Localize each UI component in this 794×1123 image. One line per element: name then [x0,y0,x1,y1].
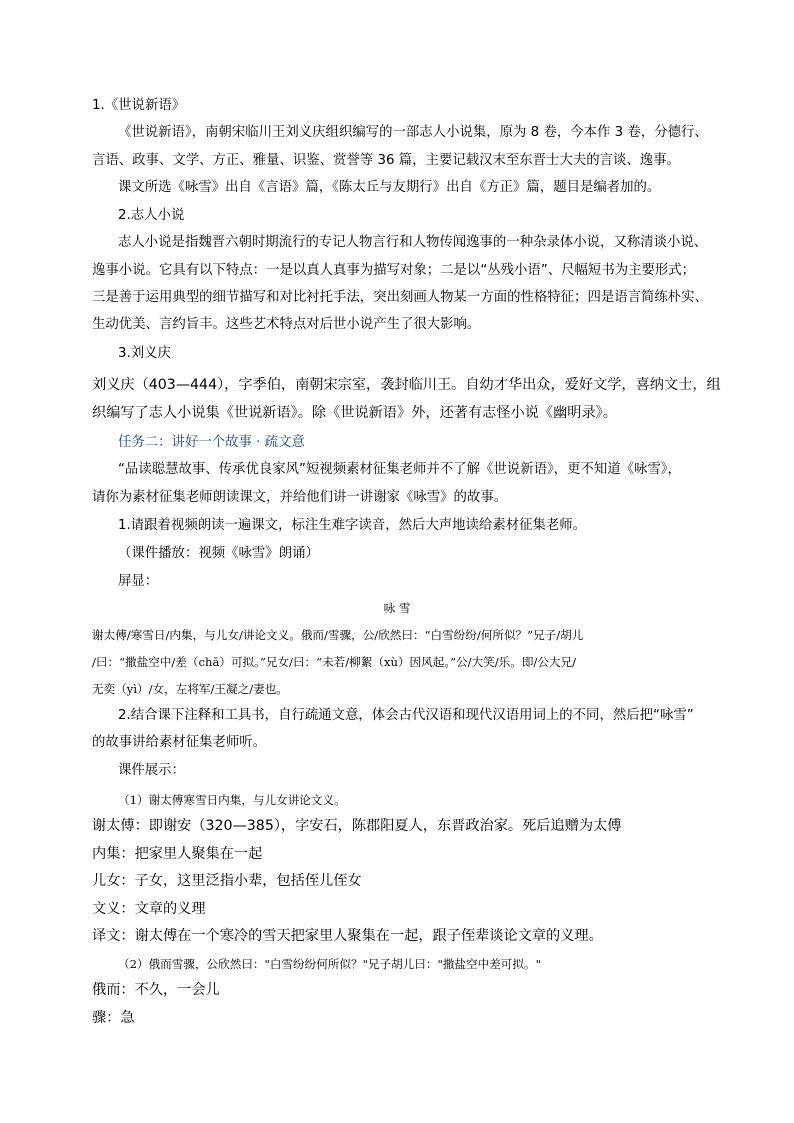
paragraph-line: 课文所选《咏雪》出自《言语》篇，《陈太丘与友期行》出自《方正》篇，题目是编者加的。 [118,180,661,195]
paragraph-line: 织编写了志人小说集《世说新语》。除《世说新语》外，还著有志怪小说《幽明录》。 [92,405,617,421]
poem-title: 咏 雪 [383,601,411,615]
paragraph-line: 刘义庆（403—444），字季伯，南朝宋宗室，袭封临川王。自幼才华出众，爱好文学，喜纳文士，组 [92,377,721,393]
poem-line: /曰：“撒盐空中/差（chā）可拟。”兄女/曰：“未若/柳絮（xù）因风起。”公/大笑/乐。即/公大兄/ [92,655,577,669]
paragraph-line: “品读聪慧故事、传承优良家风”短视频素材征集老师并不了解《世说新语》，更不知道《咏雪》， [118,462,681,477]
paragraph-line: 生动优美、言约旨丰。这些艺术特点对后世小说产生了很大影响。 [92,317,481,332]
heading-zhiren-xiaoshuo: 2.志人小说 [118,208,185,223]
translation-line: 译文：谢太傅在一个寒冷的雪天把家里人聚集在一起，跟子侄辈谈论文章的义理。 [92,928,603,944]
paragraph-line: 的故事讲给素材征集老师听。 [92,735,267,750]
gloss-line: 谢太傅：即谢安（320—385），字安石，陈郡阳夏人，东晋政治家。死后追赠为太傅 [92,818,622,834]
sentence-two: （2）俄而雪骤，公欣然曰："白雪纷纷何所似？"兄子胡儿曰："撒盐空中差可拟。" [118,957,541,971]
step-two: 2.结合课下注释和工具书，自行疏通文意，体会古代汉语和现代汉语用词上的不同，然后把“咏雪” [118,708,694,723]
paragraph-line: 逸事小说。它具有以下特点：一是以真人真事为描写对象；二是以“丛残小语”、尺幅短书为主要形式； [92,263,696,278]
paragraph-line: 三是善于运用典型的细节描写和对比衬托手法，突出刻画人物某一方面的性格特征；四是语言简练朴实、 [92,290,708,305]
gloss-line: 内集：把家里人聚集在一起 [92,846,263,862]
paragraph-line: 志人小说是指魏晋六朝时期流行的专记人物言行和人物传闻逸事的一种杂录体小说，又称清谈小说、 [118,235,708,250]
gloss-line: 儿女：子女，这里泛指小辈，包括侄儿侄女 [92,873,362,889]
heading-shishuo-xinyu: 1.《世说新语》 [92,98,186,113]
task-two-heading: 任务二：讲好一个故事 · 疏文意 [118,435,305,450]
poem-line: 谢太傅/寒雪日/内集，与儿女/讲论文义。俄而/雪骤，公/欣然曰：“白雪纷纷/何所似？”兄子/胡儿 [92,628,584,642]
poem-line: 无奕（yì）/女，左将军/王凝之/妻也。 [92,682,288,696]
paragraph-line: 《世说新语》，南朝宋临川王刘义庆组织编写的一部志人小说集，原为 8 卷，今本作 3 卷，分德行、 [118,125,708,140]
screen-label: 屏显： [118,574,159,589]
gloss-line: 文义：文章的义理 [92,901,206,917]
courseware-label: 课件展示： [118,763,185,778]
video-note: （课件播放：视频《咏雪》朗诵） [118,546,319,561]
step-one: 1.请跟着视频朗读一遍课文，标注生难字读音，然后大声地读给素材征集老师。 [118,518,587,533]
gloss-line: 俄而：不久，一会儿 [92,982,220,998]
paragraph-line: 言语、政事、文学、方正、雅量、识鉴、赏誉等 36 篇，主要记载汉末至东晋士大夫的言谈、逸事。 [92,153,680,168]
gloss-line: 骤：急 [92,1010,135,1026]
heading-liu-yiqing: 3.刘义庆 [118,346,171,361]
sentence-one: （1）谢太傅寒雪日内集，与儿女讲论文义。 [118,793,346,807]
paragraph-line: 请你为素材征集老师朗读课文，并给他们讲一讲谢家《咏雪》的故事。 [92,490,508,505]
